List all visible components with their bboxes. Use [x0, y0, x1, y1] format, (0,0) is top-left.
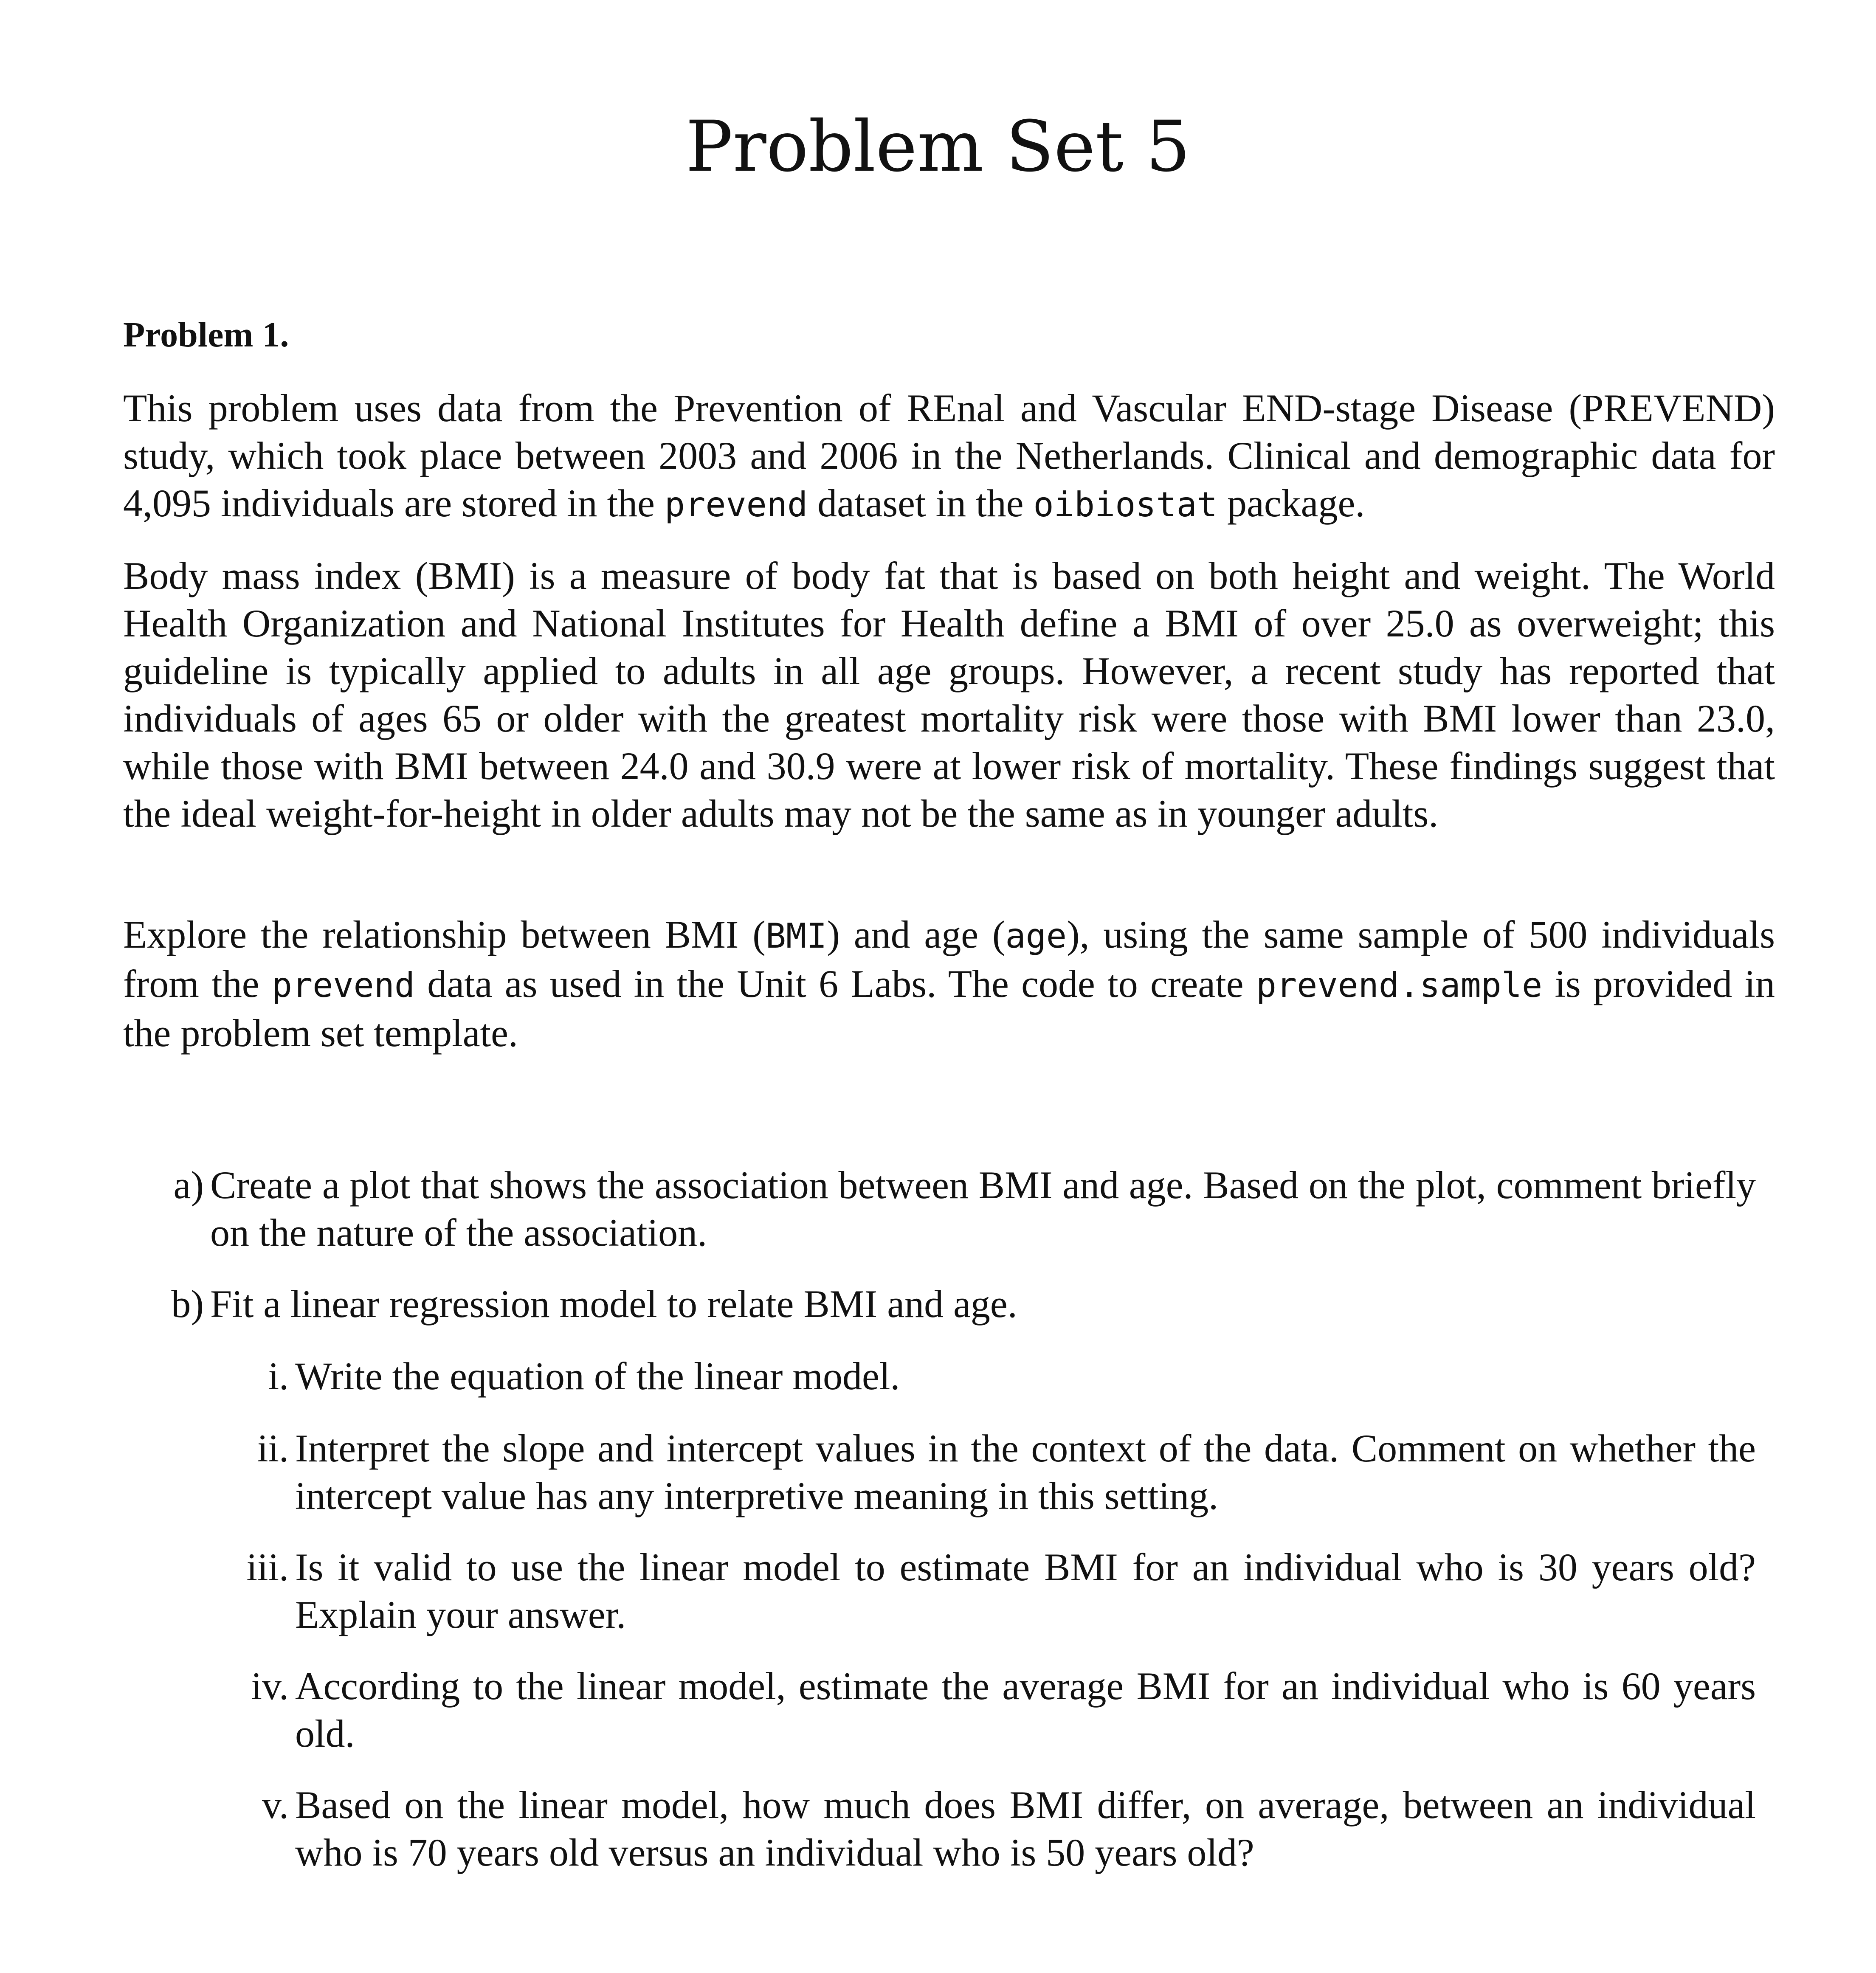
- subpart-text: Interpret the slope and intercept values in the context of the data. Comment on whether the intercept value has any interpretive meaning in this setting.: [295, 1427, 1756, 1517]
- code-prevend: prevend: [271, 965, 415, 1005]
- subpart-text: According to the linear model, estimate the average BMI for an individual who is 60 years old.: [295, 1664, 1756, 1755]
- text-run: is provided in the problem set template.: [123, 962, 1775, 1055]
- subpart-text: Write the equation of the linear model.: [295, 1354, 900, 1398]
- code-age: age: [1005, 916, 1067, 956]
- part-text: Fit a linear regression model to relate BMI and age.: [210, 1282, 1017, 1326]
- code-oibiostat: oibiostat: [1033, 485, 1218, 524]
- code-prevend-sample: prevend.sample: [1256, 965, 1543, 1005]
- intro-paragraph: [123, 384, 1775, 529]
- text-run: package.: [1217, 481, 1365, 525]
- text-run: ), using the same sample of 500 individuals from the: [123, 913, 1775, 1005]
- problem-heading: Problem 1.: [123, 315, 289, 355]
- code-prevend: prevend: [664, 485, 808, 524]
- subpart-label: iii.: [246, 1545, 289, 1589]
- text-run: data as used in the Unit 6 Labs. The code to create: [414, 962, 1256, 1005]
- page-title: Problem Set 5: [685, 106, 1191, 187]
- subpart-label: iv.: [251, 1664, 289, 1708]
- subpart-label: i.: [268, 1354, 289, 1398]
- bmi-paragraph: Body mass index (BMI) is a measure of body fat that is based on both height and weight. The World Health Organization and National Institutes for Health define a BMI of over 25.0 as overweight; this guideline is typically applied to adults in all age groups. However, a recent study has reported that individuals of ages 65 or older with the greatest mortality risk were those with BMI lower than 23.0, while those with BMI between 24.0 and 30.9 were at lower risk of mortality. These findings suggest that the ideal weight-for-height in older adults may not be the same as in younger adults.: [123, 554, 1775, 835]
- text-run: dataset in the: [808, 481, 1034, 525]
- text-run: ) and age (: [827, 913, 1006, 956]
- part-text: Create a plot that shows the association between BMI and age. Based on the plot, comment briefly on the nature of the association.: [210, 1163, 1756, 1254]
- subpart-text: Is it valid to use the linear model to estimate BMI for an individual who is 30 years old? Explain your answer.: [295, 1545, 1756, 1636]
- text-run: Explore the relationship between BMI (: [123, 913, 766, 956]
- text-run: This problem uses data from the Prevention of REnal and Vascular END-stage Disease (PREVEND) study, which took place between 2003 and 2006 in the Netherlands. Clinical and demographic data for 4,095 individuals are stored in the: [123, 386, 1775, 525]
- subpart-text: Based on the linear model, how much does BMI differ, on average, between an individual who is 70 years old versus an individual who is 50 years old?: [295, 1783, 1756, 1874]
- part-label: b): [171, 1282, 204, 1326]
- code-bmi: BMI: [765, 916, 827, 956]
- subpart-label: ii.: [257, 1427, 289, 1470]
- part-label: a): [173, 1163, 204, 1207]
- subpart-label: v.: [262, 1783, 289, 1827]
- explore-paragraph: [123, 911, 1775, 1057]
